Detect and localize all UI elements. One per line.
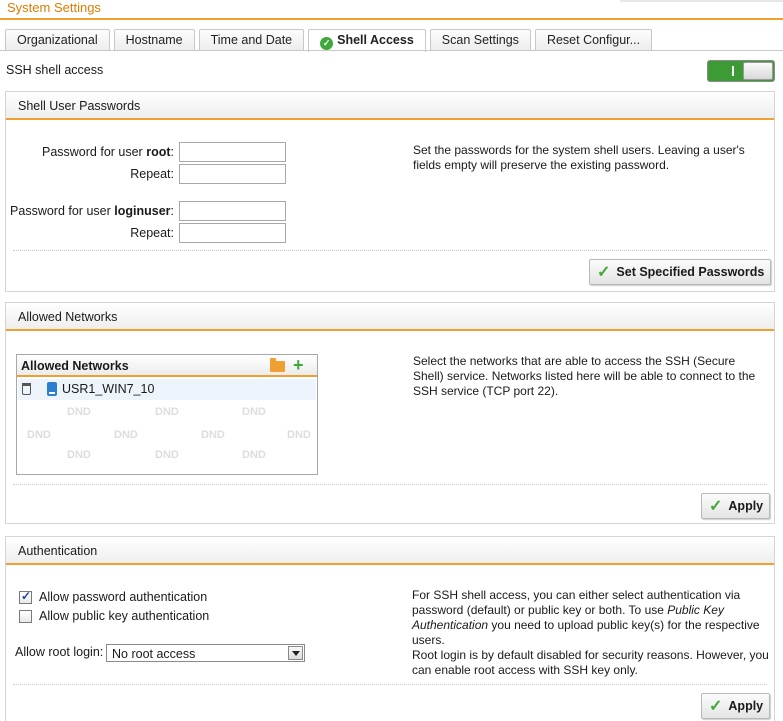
window-title-bar <box>0 0 783 20</box>
panel-header <box>6 537 774 565</box>
divider <box>13 684 767 685</box>
loginuser-repeat-label: Repeat: <box>130 226 174 240</box>
authentication-help-text <box>412 588 770 678</box>
login-label-prefix: Password for user <box>10 204 115 218</box>
dnd-placeholder: DND <box>155 449 179 461</box>
networks-apply-button[interactable] <box>701 493 770 519</box>
tab-label: Shell Access <box>337 33 414 47</box>
add-icon[interactable]: + <box>293 355 304 375</box>
list-header <box>17 355 317 377</box>
dnd-placeholder: DND <box>67 406 91 418</box>
tab-divider <box>0 50 783 51</box>
set-passwords-button[interactable] <box>589 259 771 285</box>
toggle-on-mark <box>732 66 734 76</box>
loginuser-repeat-input[interactable] <box>179 223 286 243</box>
root-password-input[interactable] <box>179 142 286 162</box>
allowed-networks-panel <box>5 302 775 524</box>
divider <box>13 484 767 485</box>
toggle-knob[interactable] <box>743 62 773 80</box>
root-login-label: Allow root login: <box>15 645 104 659</box>
window-title: System Settings <box>7 0 101 15</box>
root-label-prefix: Password for user <box>41 145 147 159</box>
dnd-placeholder: DND <box>201 429 225 441</box>
select-value: No root access <box>112 647 196 661</box>
root-password-label <box>16 145 174 159</box>
button-label: Set Specified Passwords <box>616 265 765 279</box>
button-label: Apply <box>728 699 764 713</box>
ssh-access-label: SSH shell access <box>6 63 104 77</box>
list-title: Allowed Networks <box>21 359 129 373</box>
login-user-name: loginuser <box>114 204 171 218</box>
trash-icon[interactable] <box>22 383 31 395</box>
tab-shell-access[interactable] <box>308 29 426 52</box>
authentication-apply-button[interactable] <box>701 693 770 719</box>
loginuser-password-label <box>6 204 174 218</box>
pubkey-auth-checkbox[interactable] <box>19 610 32 623</box>
tab-organizational[interactable] <box>5 29 110 51</box>
dnd-placeholder: DND <box>242 449 266 461</box>
check-icon: ✓ <box>709 698 723 715</box>
loginuser-password-input[interactable] <box>179 201 286 221</box>
root-user-name: root <box>146 145 171 159</box>
tab-time-and-date[interactable] <box>199 29 305 51</box>
panel-title: Shell User Passwords <box>18 99 141 113</box>
panel-title: Authentication <box>18 544 98 558</box>
root-login-select[interactable] <box>106 644 305 662</box>
help-part-3: Root login is by default disabled for security reasons. However, you can enable root access with SSH key only. <box>412 648 769 677</box>
tab-scan-settings[interactable] <box>430 29 531 51</box>
dnd-placeholder: DND <box>287 429 311 441</box>
tab-hostname[interactable] <box>114 29 195 51</box>
chevron-down-icon[interactable] <box>288 646 303 660</box>
list-item[interactable] <box>18 379 316 400</box>
tab-label: Time and Date <box>210 33 293 47</box>
root-repeat-input[interactable] <box>179 164 286 184</box>
check-icon: ✓ <box>709 498 723 515</box>
network-name: USR1_WIN7_10 <box>62 382 155 396</box>
dnd-placeholder: DND <box>67 449 91 461</box>
tab-bar <box>5 29 652 51</box>
help-part-2: you need to upload public key(s) for the respective users. <box>412 618 760 647</box>
login-label-suffix: : <box>170 204 174 218</box>
networks-help-text: Select the networks that are able to access the SSH (Secure Shell) service. Networks listed here will be able to connect to the SSH service (TCP port 22). <box>413 354 756 398</box>
dnd-placeholder: DND <box>27 429 51 441</box>
panel-header <box>6 303 774 331</box>
button-label: Apply <box>728 499 764 513</box>
check-icon: ✓ <box>597 264 611 281</box>
panel-title: Allowed Networks <box>18 310 118 324</box>
root-repeat-label: Repeat: <box>130 167 174 181</box>
network-host-icon <box>47 382 57 396</box>
allowed-networks-list[interactable] <box>16 354 318 475</box>
passwords-help-text: Set the passwords for the system shell users. Leaving a user's fields empty will preserve the existing password. <box>413 143 745 172</box>
pubkey-auth-label: Allow public key authentication <box>39 609 210 623</box>
dnd-placeholder: DND <box>114 429 138 441</box>
tab-label: Reset Configur... <box>546 33 641 47</box>
dnd-placeholder: DND <box>155 406 179 418</box>
panel-header <box>6 92 774 120</box>
divider <box>13 250 767 251</box>
tab-label: Scan Settings <box>441 33 519 47</box>
dnd-placeholder: DND <box>242 406 266 418</box>
tab-label: Hostname <box>125 33 183 47</box>
check-circle-icon: ✓ <box>320 37 333 50</box>
password-auth-checkbox[interactable] <box>19 591 32 604</box>
root-label-suffix: : <box>170 145 174 159</box>
title-divider <box>620 0 783 2</box>
help-italic: Public Key Authentication <box>412 603 724 632</box>
ssh-access-toggle[interactable] <box>707 60 775 82</box>
shell-passwords-panel <box>5 91 775 292</box>
tab-reset-configuration[interactable] <box>535 29 652 51</box>
folder-icon[interactable] <box>270 361 285 372</box>
help-part-1: For SSH shell access, you can either select authentication via password (default) or public key or both. To use <box>412 588 741 617</box>
password-auth-label: Allow password authentication <box>39 590 208 604</box>
tab-label: Organizational <box>17 33 98 47</box>
authentication-panel <box>5 536 775 721</box>
